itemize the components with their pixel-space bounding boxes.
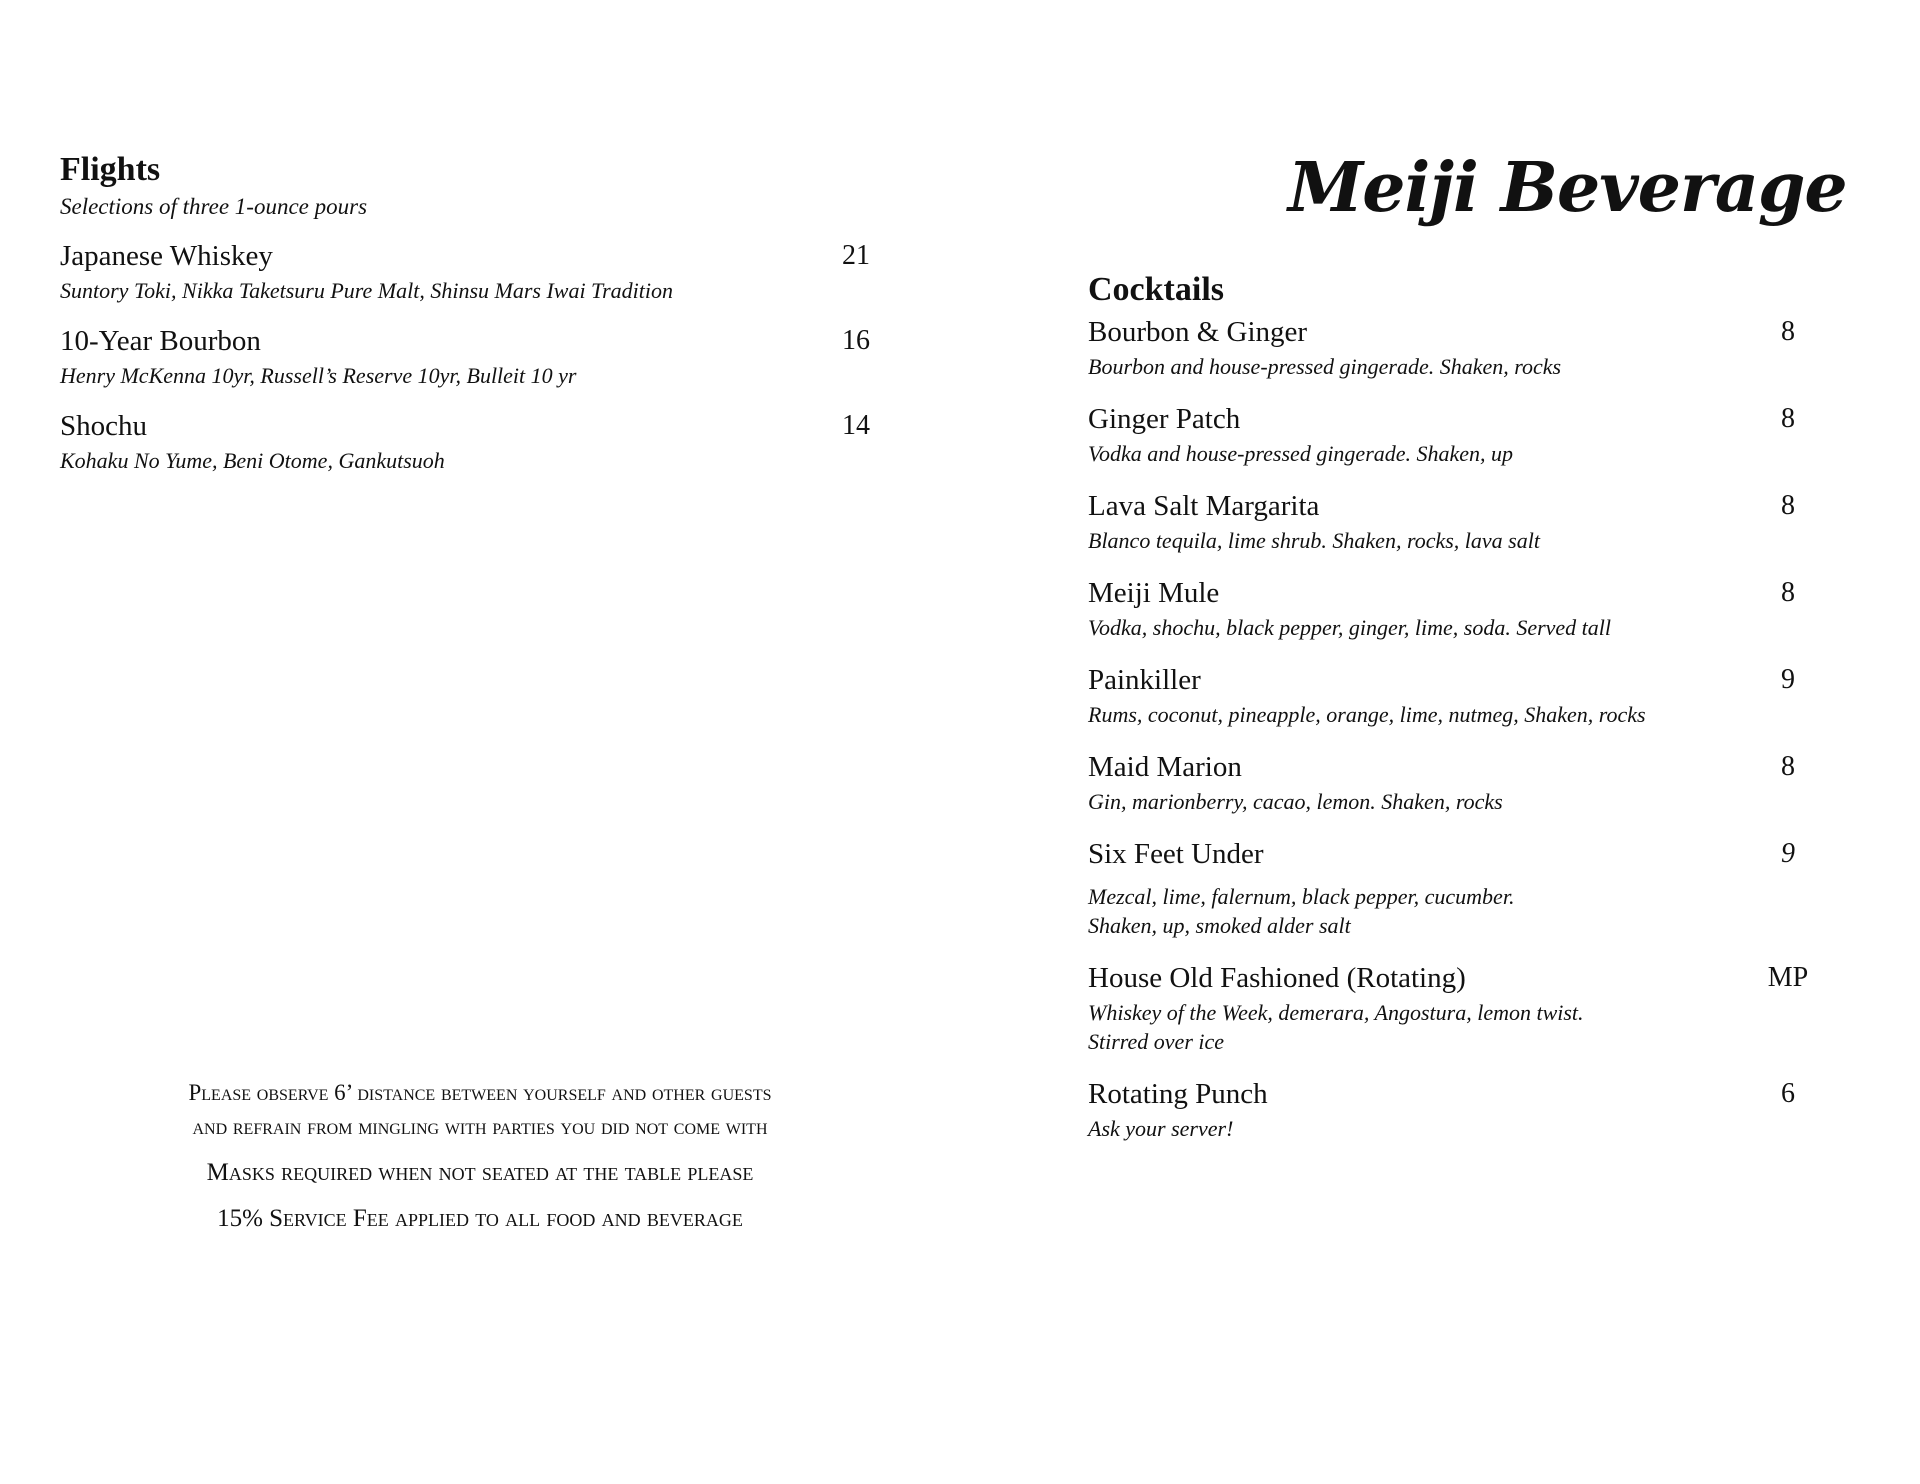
flights-subtitle: Selections of three 1-ounce pours [60, 194, 368, 219]
cocktail-item-painkiller [1088, 660, 1828, 729]
cocktail-item-meiji-mule [1088, 573, 1828, 642]
cocktail-description: Bourbon and house-pressed gingerade. Shaken, rocks [1088, 354, 1562, 379]
cocktail-price: 8 [1781, 490, 1795, 521]
notice-service-fee: 15% Service Fee applied to all food and beverage [217, 1205, 743, 1232]
notice-distance-line-1: Please observe 6’ distance between yourself and other guests [188, 1080, 772, 1105]
cocktails-heading: Cocktails [1088, 271, 1224, 308]
cocktail-description: Blanco tequila, lime shrub. Shaken, rocks, lava salt [1088, 528, 1540, 553]
cocktail-price: 9 [1781, 664, 1795, 695]
menu-title: Meiji Beverage [1288, 147, 1847, 228]
cocktail-item-bourbon-ginger [1088, 312, 1828, 381]
cocktail-price: 6 [1781, 1078, 1795, 1109]
cocktail-name: Lava Salt Margarita [1088, 490, 1320, 522]
cocktail-name: Painkiller [1088, 664, 1201, 696]
flight-description: Henry McKenna 10yr, Russell’s Reserve 10yr, Bulleit 10 yr [60, 363, 577, 388]
cocktail-item-ginger-patch [1088, 399, 1828, 468]
flight-item-10-year-bourbon [60, 321, 870, 390]
cocktail-description: Rums, coconut, pineapple, orange, lime, nutmeg, Shaken, rocks [1088, 702, 1646, 727]
cocktail-name: Meiji Mule [1088, 577, 1220, 609]
flights-section [60, 150, 870, 491]
cocktail-name: Bourbon & Ginger [1088, 316, 1308, 348]
flight-name: 10-Year Bourbon [60, 325, 261, 357]
guest-notices [140, 1076, 820, 1248]
cocktail-description: Gin, marionberry, cacao, lemon. Shaken, rocks [1088, 789, 1503, 814]
cocktail-description: Whiskey of the Week, demerara, Angostura, lemon twist. Stirred over ice [1088, 1000, 1584, 1054]
flight-description: Kohaku No Yume, Beni Otome, Gankutsuoh [60, 448, 445, 473]
cocktails-section [1088, 270, 1828, 1161]
notice-distance-line-2: and refrain from mingling with parties you did not come with [192, 1114, 768, 1139]
notice-masks: Masks required when not seated at the table please [206, 1159, 754, 1186]
cocktail-description: Mezcal, lime, falernum, black pepper, cucumber. Shaken, up, smoked alder salt [1088, 884, 1515, 938]
cocktail-name: Maid Marion [1088, 751, 1242, 783]
flights-heading: Flights [60, 151, 161, 188]
flight-item-shochu [60, 406, 870, 475]
cocktail-item-six-feet-under [1088, 834, 1828, 940]
cocktail-description: Vodka and house-pressed gingerade. Shaken, up [1088, 441, 1514, 466]
notice-distance [140, 1076, 820, 1144]
flight-price: 21 [842, 240, 870, 271]
flights-list [60, 236, 870, 475]
cocktail-description: Vodka, shochu, black pepper, ginger, lime, soda. Served tall [1088, 615, 1612, 640]
cocktail-price: 8 [1781, 751, 1795, 782]
cocktail-description: Ask your server! [1088, 1116, 1234, 1141]
cocktail-price: 8 [1781, 316, 1795, 347]
flight-name: Shochu [60, 410, 147, 442]
cocktail-item-rotating-punch [1088, 1074, 1828, 1143]
cocktail-name: Ginger Patch [1088, 403, 1241, 435]
cocktail-price: 9 [1781, 838, 1795, 869]
flight-item-japanese-whiskey [60, 236, 870, 305]
cocktail-item-maid-marion [1088, 747, 1828, 816]
cocktail-name: Rotating Punch [1088, 1078, 1268, 1110]
cocktail-name: House Old Fashioned (Rotating) [1088, 962, 1466, 994]
cocktail-price: 8 [1781, 403, 1795, 434]
cocktail-list [1088, 312, 1828, 1143]
flight-price: 16 [842, 325, 870, 356]
flight-name: Japanese Whiskey [60, 240, 273, 272]
flight-description: Suntory Toki, Nikka Taketsuru Pure Malt, Shinsu Mars Iwai Tradition [60, 278, 673, 303]
cocktail-price: 8 [1781, 577, 1795, 608]
cocktail-item-house-old-fashioned [1088, 958, 1828, 1056]
cocktail-name: Six Feet Under [1088, 838, 1264, 870]
cocktail-item-lava-salt-margarita [1088, 486, 1828, 555]
cocktail-price: MP [1767, 962, 1809, 993]
flight-price: 14 [842, 410, 870, 441]
